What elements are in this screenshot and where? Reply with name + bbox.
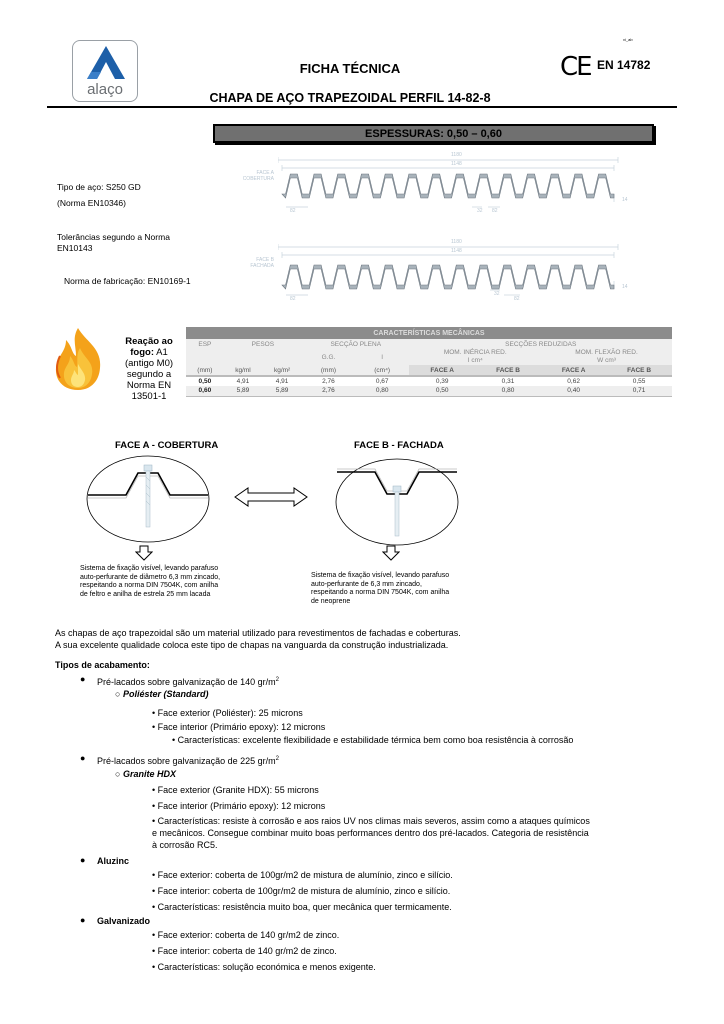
table-cell: 0,40	[541, 386, 606, 396]
header-divider	[47, 106, 677, 108]
col-flexao	[541, 349, 672, 365]
page-subtitle: CHAPA DE AÇO TRAPEZOIDAL PERFIL 14-82-8	[209, 91, 491, 105]
prelac-225	[97, 754, 279, 767]
face-b-desc-line: auto-perfurante de 6,3 mm zincado,	[311, 580, 422, 588]
profile-top-dim-total: 1180	[451, 152, 462, 158]
face-b-diagram	[335, 458, 459, 548]
aluzinc-title: Aluzinc	[97, 856, 130, 866]
profile-bottom-dim-right: 82	[514, 296, 520, 302]
col-flexao-label: MOM. FLEXÃO RED.	[575, 349, 638, 356]
fire-class: A1	[154, 347, 168, 358]
profile-bottom-dim-left: 82	[290, 296, 296, 302]
bullet-dot-icon: ●	[80, 915, 86, 925]
face-a-desc-line: de feltro e anilha de estrela 25 mm lacada	[80, 590, 211, 598]
poliester-item: ○ Poliéster (Standard)	[115, 689, 209, 699]
profile-bottom-dim-mid: 32	[494, 291, 500, 297]
unit-cell: FACE A	[541, 365, 606, 376]
logo-text: alaço	[87, 81, 123, 98]
face-b-description	[311, 572, 449, 606]
bullet-dot-icon: ●	[80, 753, 86, 763]
fire-icon	[50, 326, 106, 394]
face-b-title: FACE B - FACHADA	[354, 440, 444, 451]
page-title: FICHA TÉCNICA	[299, 61, 401, 76]
face-b-desc-line: respeitando a norma DIN 7504K, com anilha	[311, 589, 450, 596]
profile-top-drawing	[278, 150, 628, 214]
unit-cell: kg/ml	[224, 365, 262, 376]
gv-int: • Face interior: coberta de 140 gr/m2 de zinco.	[152, 946, 337, 956]
face-a-desc-line: auto-perfurante de diâmetro 6,3 mm zincado,	[80, 573, 221, 581]
face-a-desc-line: Sistema de fixação visível, levando parafuso	[80, 565, 219, 572]
fire-line5: Norma EN	[126, 380, 172, 391]
fire-line1: Reação ao	[125, 336, 173, 347]
col-inercia-label: MOM. INÉRCIA RED.	[443, 349, 507, 356]
table-cell: 0,62	[541, 376, 606, 386]
profile-bottom-dim-useful: 1148	[451, 248, 462, 254]
thickness-bar	[213, 124, 654, 143]
table-cell: 4,91	[224, 376, 262, 386]
gr-car1: • Características: resiste à corrosão e aos raios UV nos climas mais severos, assim como a ataques químicos	[152, 816, 590, 826]
fire-line2: fogo:	[130, 347, 154, 358]
steel-type: Tipo de aço: S250 GD	[57, 182, 141, 192]
unit-cell: (mm)	[186, 365, 224, 376]
fire-reaction-text	[108, 336, 190, 402]
col-i: I	[355, 349, 410, 365]
manufacturing-norm: Norma de fabricação: EN10169-1	[64, 276, 191, 286]
unit-cell: FACE B	[475, 365, 541, 376]
steel-norm: (Norma EN10346)	[57, 198, 126, 208]
face-a-diagram	[86, 455, 210, 545]
double-arrow-icon	[234, 486, 308, 510]
face-b-desc-line: Sistema de fixação visível, levando parafuso	[311, 572, 450, 579]
col-esp: ESP	[186, 339, 224, 349]
profile-top-dim-right: 82	[492, 208, 498, 214]
unit-cell: kg/m²	[262, 365, 302, 376]
profile-top-dim-left: 82	[290, 208, 296, 214]
table-cell: 0,55	[606, 376, 672, 386]
pol-car: • Características: excelente flexibilidade e estabilidade térmica bem como boa resistência à corrosão	[172, 735, 574, 745]
superscript: 2	[275, 677, 279, 683]
al-ext: • Face exterior: coberta de 100gr/m2 de mistura de alumínio, zinco e silício.	[152, 870, 453, 880]
al-car: • Características: resistência muito boa, quer mecânica quer termicamente.	[152, 902, 452, 912]
face-b-desc-line: de neoprene	[311, 597, 351, 605]
intro-line: A sua excelente qualidade coloca este tipo de chapas na vanguarda da construção industrializada.	[55, 640, 449, 650]
prelac-140-text: Pré-lacados sobre galvanização de 140 gr/m	[97, 677, 276, 687]
col-inercia-unit: I cm⁴	[467, 357, 483, 364]
profile-bottom-face-line1: FACE B	[256, 257, 274, 263]
table-cell: 0,31	[475, 376, 541, 386]
granite-label: Granite HDX	[122, 769, 176, 779]
profile-bottom-face-label	[236, 257, 274, 269]
table-cell: 5,89	[262, 386, 302, 396]
face-a-description	[80, 565, 220, 599]
gv-ext: • Face exterior: coberta de 140 gr/m2 de zinco.	[152, 930, 340, 940]
profile-top-dim-useful: 1148	[451, 161, 462, 167]
gr-ext: • Face exterior (Granite HDX): 55 microns	[152, 785, 319, 795]
gr-int: • Face interior (Primário epoxy): 12 microns	[152, 801, 326, 811]
intro-paragraph	[55, 627, 461, 651]
gv-car: • Características: solução económica e menos exigente.	[152, 962, 376, 972]
col-gg: G.G.	[302, 349, 355, 365]
profile-top-face-line2: COBERTURA	[242, 176, 274, 182]
table-cell: 0,50	[186, 376, 224, 386]
superscript: 2	[275, 756, 279, 762]
col-seccao-plena: SECÇÃO PLENA	[302, 339, 409, 349]
table-cell: 0,39	[409, 376, 474, 386]
pol-ext: • Face exterior (Poliéster): 25 microns	[152, 708, 303, 718]
profile-top-dim-mid: 32	[477, 208, 483, 214]
profile-top-face-label	[236, 170, 274, 182]
fire-line6: 13501-1	[131, 391, 167, 402]
granite-item: ○ Granite HDX	[115, 769, 176, 779]
profile-bottom-face-line2: FACHADA	[250, 263, 274, 269]
gr-car2: e mecânicos. Consegue combinar muito boas performances dentro dos pré-lacados. Categoria de resistência	[152, 828, 589, 838]
bullet-dot-icon: ●	[80, 855, 86, 865]
table-cell: 0,50	[409, 386, 474, 396]
standard-label: EN 14782	[597, 58, 651, 72]
table-cell: 0,80	[355, 386, 410, 396]
table-cell: 2,76	[302, 386, 355, 396]
poliester-label: Poliéster (Standard)	[122, 689, 209, 699]
profile-bottom-drawing	[278, 237, 628, 303]
face-b-down-arrow-icon	[382, 545, 400, 563]
col-seccoes-reduzidas: SECÇÕES REDUZIDAS	[409, 339, 672, 349]
bullet-dot-icon: ●	[80, 674, 86, 684]
table-cell: 5,89	[224, 386, 262, 396]
table-cell: 0,60	[186, 386, 224, 396]
table-row	[186, 386, 672, 396]
ce-mark: CE	[560, 52, 591, 82]
table-cell: 0,67	[355, 376, 410, 386]
table-cell: 0,80	[475, 386, 541, 396]
face-a-desc-line: respeitando a norma DIN 7504K, com anilha	[80, 582, 219, 589]
profile-bottom-dim-total: 1180	[451, 239, 462, 245]
unit-cell: FACE A	[409, 365, 474, 376]
col-pesos: PESOS	[224, 339, 302, 349]
pol-int: • Face interior (Primário epoxy): 12 microns	[152, 722, 326, 732]
profile-top-dim-height: 14	[622, 197, 628, 203]
table-cell: 4,91	[262, 376, 302, 386]
col-inercia	[409, 349, 541, 365]
prelac-225-text: Pré-lacados sobre galvanização de 225 gr/m	[97, 756, 276, 766]
unit-cell: (mm)	[302, 365, 355, 376]
col-flexao-unit: W cm³	[597, 357, 616, 364]
galvanizado-title: Galvanizado	[97, 916, 151, 926]
tolerances-line2: EN10143	[57, 243, 93, 253]
table-cell: 2,76	[302, 376, 355, 386]
fire-line3: (antigo M0)	[124, 358, 174, 369]
intro-line: As chapas de aço trapezoidal são um material utilizado para revestimentos de fachadas e coberturas.	[55, 628, 461, 638]
prelac-140	[97, 675, 279, 688]
unit-cell: FACE B	[606, 365, 672, 376]
finishes-title: Tipos de acabamento:	[55, 660, 150, 670]
face-a-title: FACE A - COBERTURA	[115, 440, 219, 451]
mechanical-table	[186, 327, 672, 397]
profile-top-face-line1: FACE A	[256, 170, 274, 176]
thickness-label: ESPESSURAS: 0,50 – 0,60	[365, 128, 502, 140]
logo-a-icon	[83, 45, 129, 81]
fire-line4: segundo a	[126, 369, 172, 380]
table-cell: 0,71	[606, 386, 672, 396]
table-row	[186, 376, 672, 386]
company-logo	[72, 40, 138, 102]
unit-cell: (cm⁴)	[355, 365, 410, 376]
gr-car3: à corrosão RC5.	[152, 840, 218, 850]
al-int: • Face interior: coberta de 100gr/m2 de mistura de alumínio, zinco e silício.	[152, 886, 451, 896]
profile-bottom-dim-height: 14	[622, 284, 628, 290]
document-code: vi_ab	[623, 37, 633, 42]
tolerances-line1: Tolerâncias segundo a Norma	[57, 232, 170, 242]
face-a-down-arrow-icon	[135, 545, 153, 563]
table-title: CARACTERÍSTICAS MECÂNICAS	[186, 327, 672, 339]
